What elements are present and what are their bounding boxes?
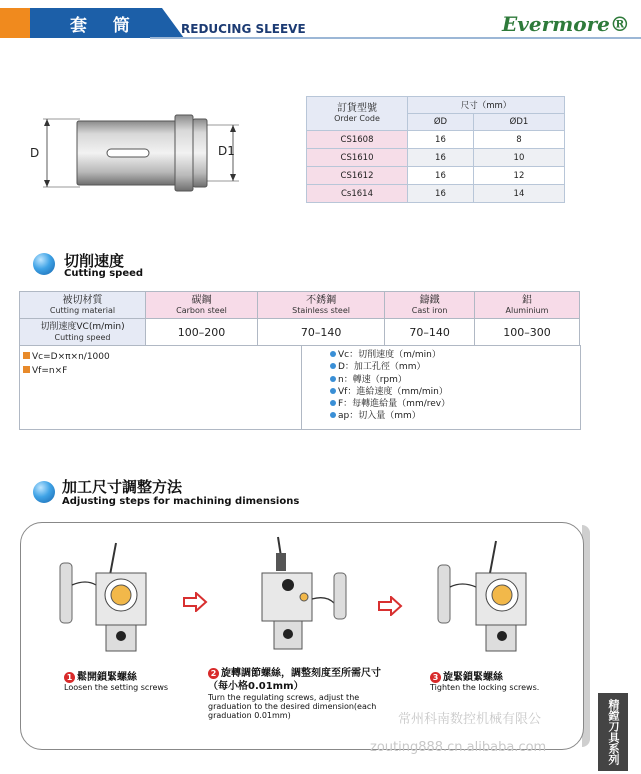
step-1 [64, 668, 204, 692]
cutting-speed-heading-en: Cutting speed [64, 268, 144, 279]
step-title-cn: 旋緊鎖緊螺絲 [443, 672, 503, 683]
step-description-en: Tighten the locking screws. [430, 683, 540, 692]
diameter-d-cell: 16 [408, 185, 474, 203]
speed-label-cell [20, 319, 146, 346]
watermark-company: 常州科南数控机械有限公 [398, 712, 542, 727]
material-name-cn: 鑄鐵 [419, 294, 440, 306]
order-code-header-cn: 訂貨型號 [337, 103, 377, 114]
legend-item [330, 349, 450, 361]
legend-text: F：每轉進給量（mm/rev） [338, 399, 451, 410]
diameter-d-cell: 16 [408, 131, 474, 149]
legend-item [330, 386, 450, 398]
speed-label-cn: 切削速度VC(m/min) [40, 321, 125, 332]
order-code-header [307, 97, 408, 131]
series-side-tab: 精鏜刀具系列 [598, 693, 628, 771]
order-code-header-en: Order Code [334, 114, 380, 123]
legend-item [330, 398, 450, 410]
page-title-cn: 套 筒 [70, 16, 140, 36]
dimension-d-label: D [30, 146, 40, 160]
dot-bullet-icon [330, 351, 336, 357]
header-accent [0, 8, 30, 38]
step-number-badge: 3 [430, 672, 441, 683]
cutting-speed-heading-cn: 切削速度 [64, 252, 125, 270]
header-tab-slant [148, 8, 184, 39]
section-bullet-icon [33, 481, 55, 503]
dot-bullet-icon [330, 388, 336, 394]
speed-label-en: Cutting speed [54, 332, 111, 342]
section-bullet-icon [33, 253, 55, 275]
material-cell [146, 292, 258, 319]
step-number-badge: 2 [208, 668, 219, 679]
formula-list [23, 350, 110, 378]
material-name-en: Aluminium [505, 305, 549, 315]
material-name-en: Stainless steel [292, 305, 350, 315]
order-code-cell: CS1612 [307, 167, 408, 185]
dot-bullet-icon [330, 412, 336, 418]
material-label-cell [20, 292, 146, 319]
legend-text: n：轉速（rpm） [338, 374, 407, 385]
legend-text: ap：切入量（mm） [338, 411, 421, 422]
cutting-speed-table [19, 291, 580, 346]
dimension-d1-label: D1 [218, 144, 235, 158]
legend-text: Vf：進給速度（mm/min） [338, 386, 448, 397]
step-2 [208, 667, 393, 720]
step-description-en: Turn the regulating screws, adjust the graduation to the desired dimension(each graduation 0.01mm) [208, 693, 377, 720]
order-code-cell: CS1608 [307, 131, 408, 149]
order-code-table [306, 96, 565, 203]
formula-item [23, 364, 110, 378]
boring-head-step2-image [248, 533, 353, 657]
material-name-cn: 碳鋼 [191, 294, 212, 306]
speed-value-cell: 70–140 [385, 319, 475, 346]
speed-value-cell: 100–300 [475, 319, 580, 346]
watermark-site: zouting888.cn.alibaba.com [370, 740, 547, 755]
header-rule [150, 37, 641, 39]
next-step-arrow-icon [377, 596, 403, 616]
formula-text: Vc=D×π×n/1000 [32, 352, 110, 362]
material-cell [385, 292, 475, 319]
boring-head-step3-image [430, 535, 540, 655]
diameter-d1-cell: 14 [473, 185, 564, 203]
square-bullet-icon [23, 366, 30, 373]
boring-head-step1-image [58, 535, 163, 657]
diameter-d-cell: 16 [408, 167, 474, 185]
step-number-badge: 1 [64, 672, 75, 683]
adjusting-heading-cn: 加工尺寸調整方法 [62, 478, 183, 496]
diameter-d1-cell: 12 [473, 167, 564, 185]
step-3 [430, 668, 570, 692]
material-cell [475, 292, 580, 319]
brand-logo: Evermore® [502, 12, 630, 36]
material-name-cn: 鋁 [522, 294, 532, 306]
material-name-cn: 不銹鋼 [306, 294, 337, 306]
step-title-cn: 旋轉調節螺絲，調整刻度至所需尺寸（每小格0.01mm） [208, 668, 381, 692]
adjusting-heading-en: Adjusting steps for machining dimensions [62, 496, 300, 507]
dot-bullet-icon [330, 376, 336, 382]
symbol-legend [330, 349, 450, 423]
material-label-cn: 被切材質 [62, 294, 103, 306]
legend-item [330, 410, 450, 422]
speed-value-cell: 100–200 [146, 319, 258, 346]
legend-text: D：加工孔徑（mm） [338, 362, 426, 373]
diameter-d-cell: 16 [408, 149, 474, 167]
order-code-cell: CS1610 [307, 149, 408, 167]
diameter-d-header: ØD [408, 114, 474, 131]
material-label-en: Cutting material [49, 305, 116, 315]
formula-text: Vf=n×F [32, 366, 68, 376]
sleeve-drawing [25, 105, 250, 200]
diameter-d1-header: ØD1 [473, 114, 564, 131]
order-code-cell: Cs1614 [307, 185, 408, 203]
speed-value-cell: 70–140 [257, 319, 384, 346]
step-title-cn: 鬆開鎖緊螺絲 [77, 672, 137, 683]
diameter-d1-cell: 8 [473, 131, 564, 149]
dot-bullet-icon [330, 400, 336, 406]
material-name-en: Carbon steel [176, 305, 227, 315]
material-cell [257, 292, 384, 319]
material-name-en: Cast iron [411, 305, 448, 315]
legend-item [330, 361, 450, 373]
size-header: 尺寸（mm） [408, 97, 565, 114]
formula-item [23, 350, 110, 364]
page-title-en: REDUCING SLEEVE [181, 22, 306, 36]
diameter-d1-cell: 10 [473, 149, 564, 167]
square-bullet-icon [23, 352, 30, 359]
formula-divider [301, 345, 302, 429]
legend-text: Vc：切削速度（m/min） [338, 350, 441, 360]
legend-item [330, 374, 450, 386]
next-step-arrow-icon [182, 592, 208, 612]
dot-bullet-icon [330, 363, 336, 369]
step-description-en: Loosen the setting screws [64, 683, 169, 692]
